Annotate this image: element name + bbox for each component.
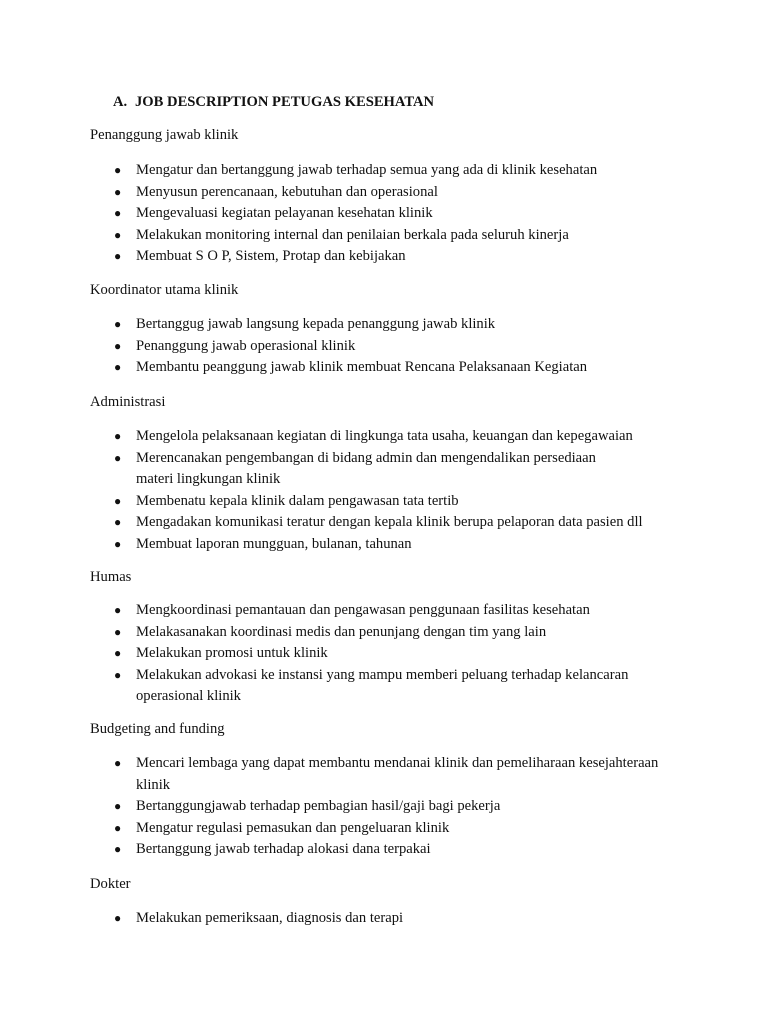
list-item bbox=[90, 753, 690, 796]
bullet-icon: ● bbox=[114, 184, 122, 199]
section-title: Dokter bbox=[90, 876, 131, 892]
list-item-text: Melakukan advokasi ke instansi yang mampu memberi peluang terhadap kelancaran operasional klinik bbox=[136, 666, 629, 705]
bullet-icon: ● bbox=[114, 429, 122, 443]
heading-text: JOB DESCRIPTION PETUGAS KESEHATAN bbox=[135, 94, 435, 110]
section-koordinator-utama bbox=[90, 280, 690, 379]
list-item bbox=[90, 491, 690, 513]
bullet-list bbox=[90, 600, 690, 708]
list-item bbox=[90, 600, 690, 622]
list-item bbox=[90, 818, 690, 840]
list-item-text: Membantu peanggung jawab klinik membuat Rencana Pelaksanaan Kegiatan bbox=[136, 359, 588, 376]
list-item-text: Mengevaluasi kegiatan pelayanan kesehatan klinik bbox=[136, 205, 433, 222]
list-item-text: Bertanggungjawab terhadap pembagian hasil/gaji bagi pekerja bbox=[136, 798, 501, 815]
section-penanggung-jawab bbox=[90, 125, 690, 268]
bullet-icon: ● bbox=[114, 317, 122, 331]
list-item bbox=[90, 796, 690, 818]
list-item bbox=[90, 357, 690, 379]
bullet-list bbox=[90, 753, 690, 861]
list-item bbox=[90, 182, 690, 204]
list-item bbox=[90, 665, 690, 708]
list-item-text: Penanggung jawab operasional klinik bbox=[136, 337, 356, 354]
section-title: Penanggung jawab klinik bbox=[90, 127, 239, 143]
list-item-text: Melakukan promosi untuk klinik bbox=[136, 645, 328, 662]
bullet-icon: ● bbox=[114, 911, 122, 925]
list-item-text: Mengadakan komunikasi teratur dengan kepala klinik berupa pelaporan data pasien dll bbox=[136, 514, 643, 531]
bullet-icon: ● bbox=[114, 646, 122, 661]
list-item bbox=[90, 622, 690, 644]
list-item bbox=[90, 336, 690, 358]
document-heading bbox=[113, 92, 434, 112]
list-item-text: Bertanggug jawab langsung kepada penanggung jawab klinik bbox=[136, 316, 496, 332]
list-item-text: Melakasanakan koordinasi medis dan penunjang dengan tim yang lain bbox=[136, 623, 547, 640]
bullet-icon: ● bbox=[114, 163, 122, 177]
list-item bbox=[90, 203, 690, 225]
list-item-text: Mengatur dan bertanggung jawab terhadap semua yang ada di klinik kesehatan bbox=[136, 162, 598, 178]
section-title: Budgeting and funding bbox=[90, 721, 225, 737]
bullet-list bbox=[90, 314, 690, 379]
section-title: Administrasi bbox=[90, 394, 166, 410]
section-dokter bbox=[90, 874, 690, 930]
section-title: Koordinator utama klinik bbox=[90, 282, 239, 298]
bullet-icon: ● bbox=[114, 756, 122, 770]
bullet-icon: ● bbox=[114, 338, 122, 353]
list-item-text: Mengatur regulasi pemasukan dan pengeluaran klinik bbox=[136, 819, 450, 836]
list-item bbox=[90, 534, 690, 556]
list-item bbox=[90, 426, 690, 448]
bullet-list bbox=[90, 908, 690, 930]
list-item bbox=[90, 225, 690, 247]
list-item-text: Membuat laporan mungguan, bulanan, tahunan bbox=[136, 535, 412, 552]
section-title: Humas bbox=[90, 569, 132, 585]
bullet-icon: ● bbox=[114, 206, 122, 221]
section-humas bbox=[90, 567, 690, 708]
bullet-list bbox=[90, 426, 690, 556]
section-budgeting-funding bbox=[90, 719, 690, 861]
list-item bbox=[90, 448, 690, 491]
list-item-text: Mengelola pelaksanaan kegiatan di lingkunga tata usaha, keuangan dan kepegawaian bbox=[136, 428, 633, 444]
bullet-icon: ● bbox=[114, 249, 122, 264]
section-administrasi bbox=[90, 392, 690, 556]
bullet-icon: ● bbox=[114, 227, 122, 242]
list-item-text: Menyusun perencanaan, kebutuhan dan operasional bbox=[136, 183, 438, 200]
list-item bbox=[90, 160, 690, 182]
bullet-icon: ● bbox=[114, 515, 122, 530]
list-item bbox=[90, 908, 690, 930]
bullet-icon: ● bbox=[114, 360, 122, 375]
bullet-icon: ● bbox=[114, 842, 122, 857]
bullet-icon: ● bbox=[114, 603, 122, 617]
list-item-text: Mencari lembaga yang dapat membantu mendanai klinik dan pemeliharaan kesejahteraan klinik bbox=[136, 755, 659, 793]
list-item bbox=[90, 839, 690, 861]
list-item-text: Bertanggung jawab terhadap alokasi dana terpakai bbox=[136, 841, 431, 858]
list-item-text: Membuat S O P, Sistem, Protap dan kebijakan bbox=[136, 248, 406, 265]
heading-number: A. bbox=[113, 94, 128, 110]
bullet-icon: ● bbox=[114, 799, 122, 814]
bullet-list bbox=[90, 160, 690, 268]
bullet-icon: ● bbox=[114, 450, 122, 465]
list-item-text: Membenatu kepala klinik dalam pengawasan tata tertib bbox=[136, 492, 459, 509]
bullet-icon: ● bbox=[114, 820, 122, 835]
list-item-text: Melakukan monitoring internal dan penilaian berkala pada seluruh kinerja bbox=[136, 226, 569, 243]
list-item-text: Melakukan pemeriksaan, diagnosis dan terapi bbox=[136, 910, 404, 926]
bullet-icon: ● bbox=[114, 493, 122, 508]
list-item bbox=[90, 643, 690, 665]
bullet-icon: ● bbox=[114, 624, 122, 639]
list-item bbox=[90, 314, 690, 336]
list-item-text: Merencanakan pengembangan di bidang admin dan mengendalikan persediaan materi lingkungan klinik bbox=[136, 449, 596, 488]
list-item bbox=[90, 512, 690, 534]
list-item-text: Mengkoordinasi pemantauan dan pengawasan penggunaan fasilitas kesehatan bbox=[136, 602, 590, 618]
bullet-icon: ● bbox=[114, 536, 122, 551]
list-item bbox=[90, 246, 690, 268]
bullet-icon: ● bbox=[114, 667, 122, 682]
